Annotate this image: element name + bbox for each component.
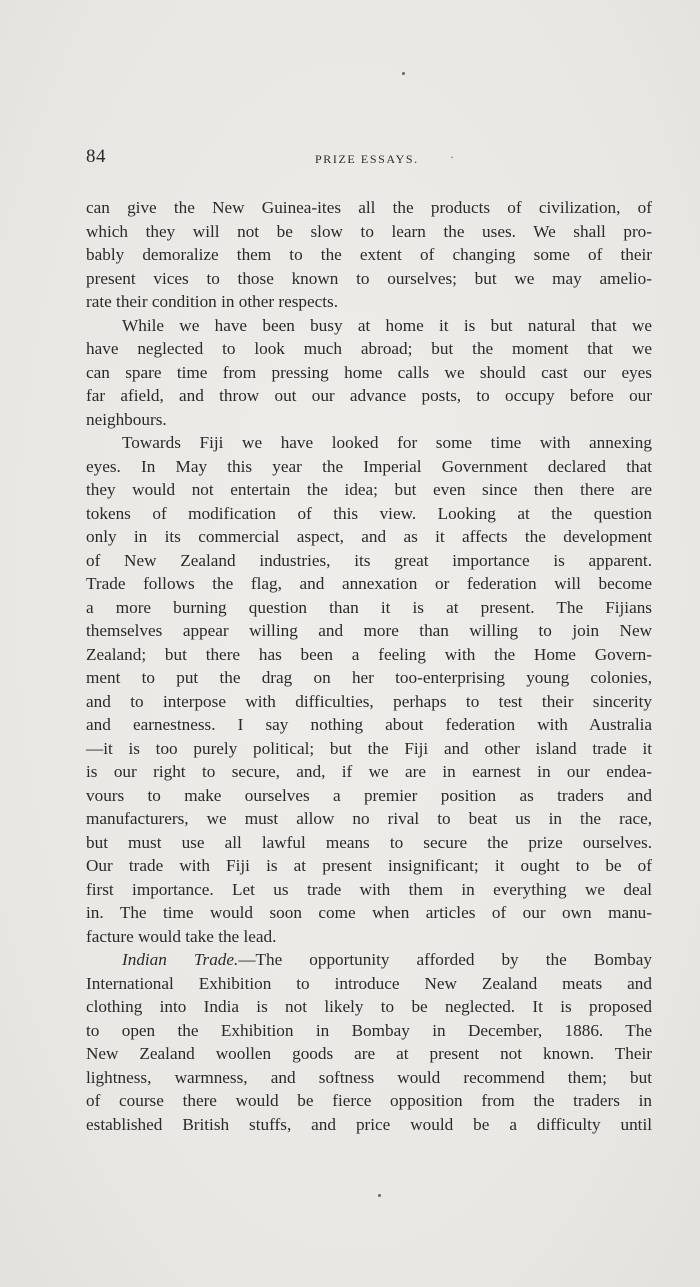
paper-speck [378,1194,381,1197]
text-line: is our right to secure, and, if we are in earnest in our endea- [86,762,652,781]
section-heading: Indian Trade. [122,950,239,969]
text-line: a more burning question than it is at present. The Fijians [86,597,652,617]
running-title: PRIZE ESSAYS. [315,152,419,166]
text-line: but must use all lawful means to secure the prize ourselves. [86,832,652,852]
text-line: and to interpose with difficulties, perhaps to test their sincerity [86,691,652,711]
page-number: 84 [86,146,106,167]
paper-speck [402,72,405,75]
header-mark: · [450,150,454,164]
text-line: lightness, warmness, and softness would recommend them; but [86,1067,652,1087]
text-line: facture would take the lead. [86,926,277,946]
text-line: they would not entertain the idea; but even since then there are [86,480,652,499]
text-line: New Zealand woollen goods are at present not known. Their [86,1044,652,1063]
text-line-rest: —The opportunity afforded by the Bombay [238,950,652,969]
text-line: have neglected to look much abroad; but the moment that we [86,339,652,358]
text-line: —it is too purely political; but the Fiji and other island trade it [86,738,652,758]
text-line: bably demoralize them to the extent of changing some of their [86,245,652,264]
text-line: While we have been busy at home it is but natural that we [122,315,652,335]
page-header [86,146,654,170]
text-line: manufacturers, we must allow no rival to beat us in the race, [86,809,652,828]
text-line: clothing into India is not likely to be neglected. It is proposed [86,997,652,1016]
text-line: and earnestness. I say nothing about federation with Australia [86,715,652,734]
text-line: in. The time would soon come when articles of our own manu- [86,903,652,922]
text-line: Towards Fiji we have looked for some time with annexing [122,433,652,452]
text-line: which they will not be slow to learn the uses. We shall pro- [86,221,652,241]
text-line: vours to make ourselves a premier position as traders and [86,785,652,805]
text-line: far afield, and throw out our advance posts, to occupy before our [86,386,652,405]
text-line: themselves appear willing and more than willing to join New [86,621,652,640]
text-line: neighbours. [86,409,167,429]
text-line: can give the New Guinea-ites all the products of civilization, of [86,198,652,217]
text-line: Zealand; but there has been a feeling with the Home Govern- [86,644,652,664]
text-line: Trade follows the flag, and annexation or federation will become [86,574,652,593]
text-line: tokens of modification of this view. Looking at the question [86,503,652,523]
text-line: of New Zealand industries, its great importance is apparent. [86,550,652,570]
text-line: eyes. In May this year the Imperial Government declared that [86,456,652,476]
text-line: to open the Exhibition in Bombay in December, 1886. The [86,1020,652,1040]
text-line: ment to put the drag on her too-enterprising young colonies, [86,668,652,687]
body-text [86,196,652,1136]
text-line: present vices to those known to ourselves; but we may amelio- [86,268,652,288]
text-line: only in its commercial aspect, and as it affects the development [86,527,652,546]
text-line: International Exhibition to introduce New Zealand meats and [86,973,652,993]
text-line: established British stuffs, and price would be a difficulty until [86,1114,652,1134]
text-line: rate their condition in other respects. [86,292,338,311]
text-line [86,948,652,972]
text-line: first importance. Let us trade with them in everything we deal [86,879,652,899]
text-line: of course there would be fierce opposition from the traders in [86,1091,652,1110]
text-line: can spare time from pressing home calls we should cast our eyes [86,362,652,382]
text-line: Our trade with Fiji is at present insignificant; it ought to be of [86,856,652,875]
